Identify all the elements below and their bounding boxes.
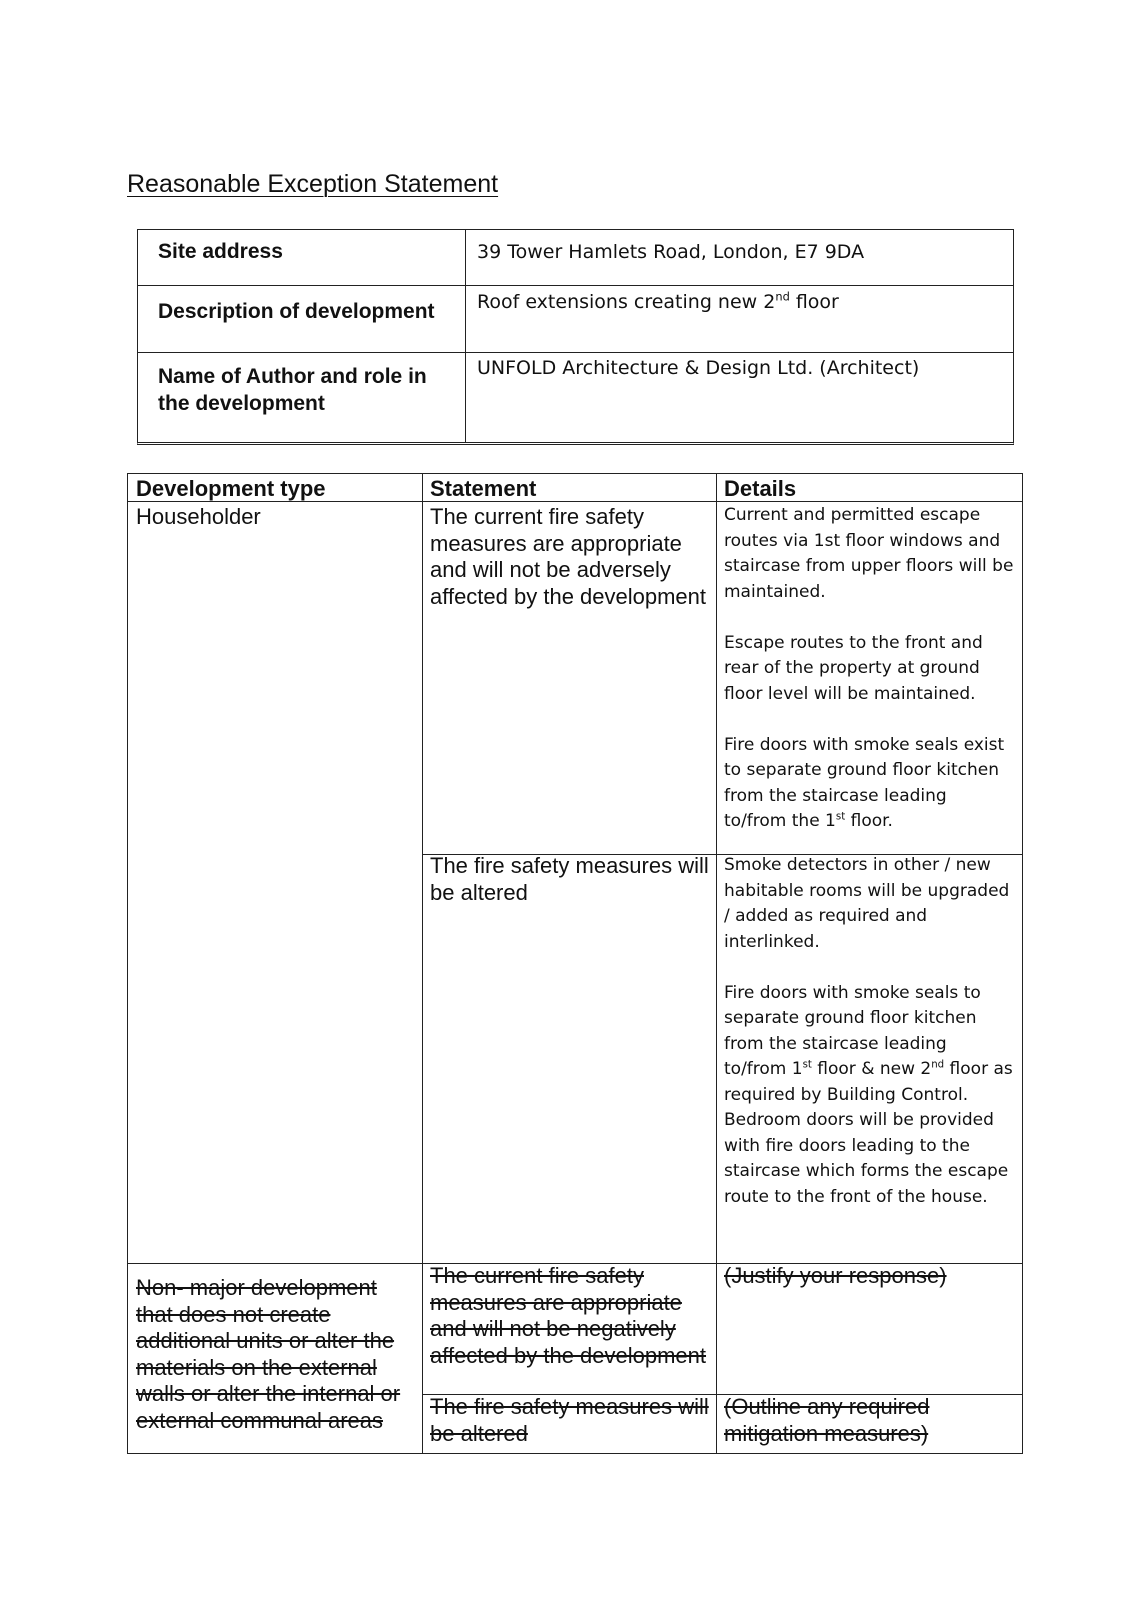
householder-type: Householder (136, 504, 261, 529)
info-table (137, 229, 1014, 445)
description-value-text-end: floor (789, 291, 839, 313)
header-development-type: Development type (136, 476, 326, 501)
author-label: Name of Author and role in the development (158, 365, 427, 415)
details-paragraph: Smoke detectors in other / new habitable rooms will be upgraded / added as required and interlinked. (724, 855, 1010, 952)
description-row (138, 285, 1013, 352)
details-text-end: floor as required by Building Control. Bedroom doors will be provided with fire doors leading to the staircase which forms the escape route to the front of the house. (724, 1059, 1013, 1207)
description-value (477, 289, 839, 315)
description-label: Description of development (158, 300, 435, 323)
householder-details-altered (724, 853, 1014, 1210)
header-row-divider (128, 501, 1022, 502)
details-paragraph: Current and permitted escape routes via 1st floor windows and staircase from upper floors will be maintained. (724, 505, 1014, 602)
nonmajor-details-altered: (Outline any required mitigation measures) (724, 1394, 930, 1446)
details-text-end: floor. (845, 811, 893, 831)
householder-details-current (724, 503, 1014, 835)
householder-statement-altered: The fire safety measures will be altered (430, 853, 709, 905)
details-sup: st (835, 811, 846, 823)
header-statement: Statement (430, 476, 537, 501)
site-address-label: Site address (158, 240, 283, 263)
nonmajor-details-current: (Justify your response) (724, 1263, 947, 1288)
details-paragraph: Escape routes to the front and rear of the property at ground floor level will be maintained. (724, 632, 983, 704)
details-paragraph (724, 981, 1014, 1211)
nonmajor-type: Non- major development that does not create additional units or alter the materials on the external walls or alter the internal or external communal areas (136, 1275, 401, 1433)
author-value: UNFOLD Architecture & Design Ltd. (Architect) (477, 357, 920, 379)
header-details: Details (724, 476, 797, 501)
householder-statement-current: The current fire safety measures are appropriate and will not be adversely affected by the development (430, 504, 707, 609)
nonmajor-statement-current: The current fire safety measures are appropriate and will not be negatively affected by the development (430, 1263, 707, 1368)
details-sup: st (802, 1059, 812, 1071)
description-value-text: Roof extensions creating new 2 (477, 291, 776, 313)
nonmajor-statement-altered: The fire safety measures will be altered (430, 1394, 709, 1446)
author-row (138, 352, 1013, 442)
development-table (127, 473, 1023, 1454)
document-title: Reasonable Exception Statement (127, 170, 499, 198)
details-sup: nd (931, 1059, 945, 1071)
column-divider-2 (716, 474, 717, 1453)
details-text: Fire doors with smoke seals to separate ground floor kitchen from the staircase leading to/from 1 (724, 982, 981, 1079)
site-address-row (138, 230, 1013, 285)
description-value-sup: nd (775, 289, 790, 304)
column-divider-1 (422, 474, 423, 1453)
details-text: floor & new 2 (811, 1059, 932, 1079)
site-address-value: 39 Tower Hamlets Road, London, E7 9DA (477, 241, 865, 263)
details-paragraph (724, 733, 1014, 835)
details-text: Fire doors with smoke seals exist to separate ground floor kitchen from the staircase leading to/from the 1 (724, 734, 1005, 831)
